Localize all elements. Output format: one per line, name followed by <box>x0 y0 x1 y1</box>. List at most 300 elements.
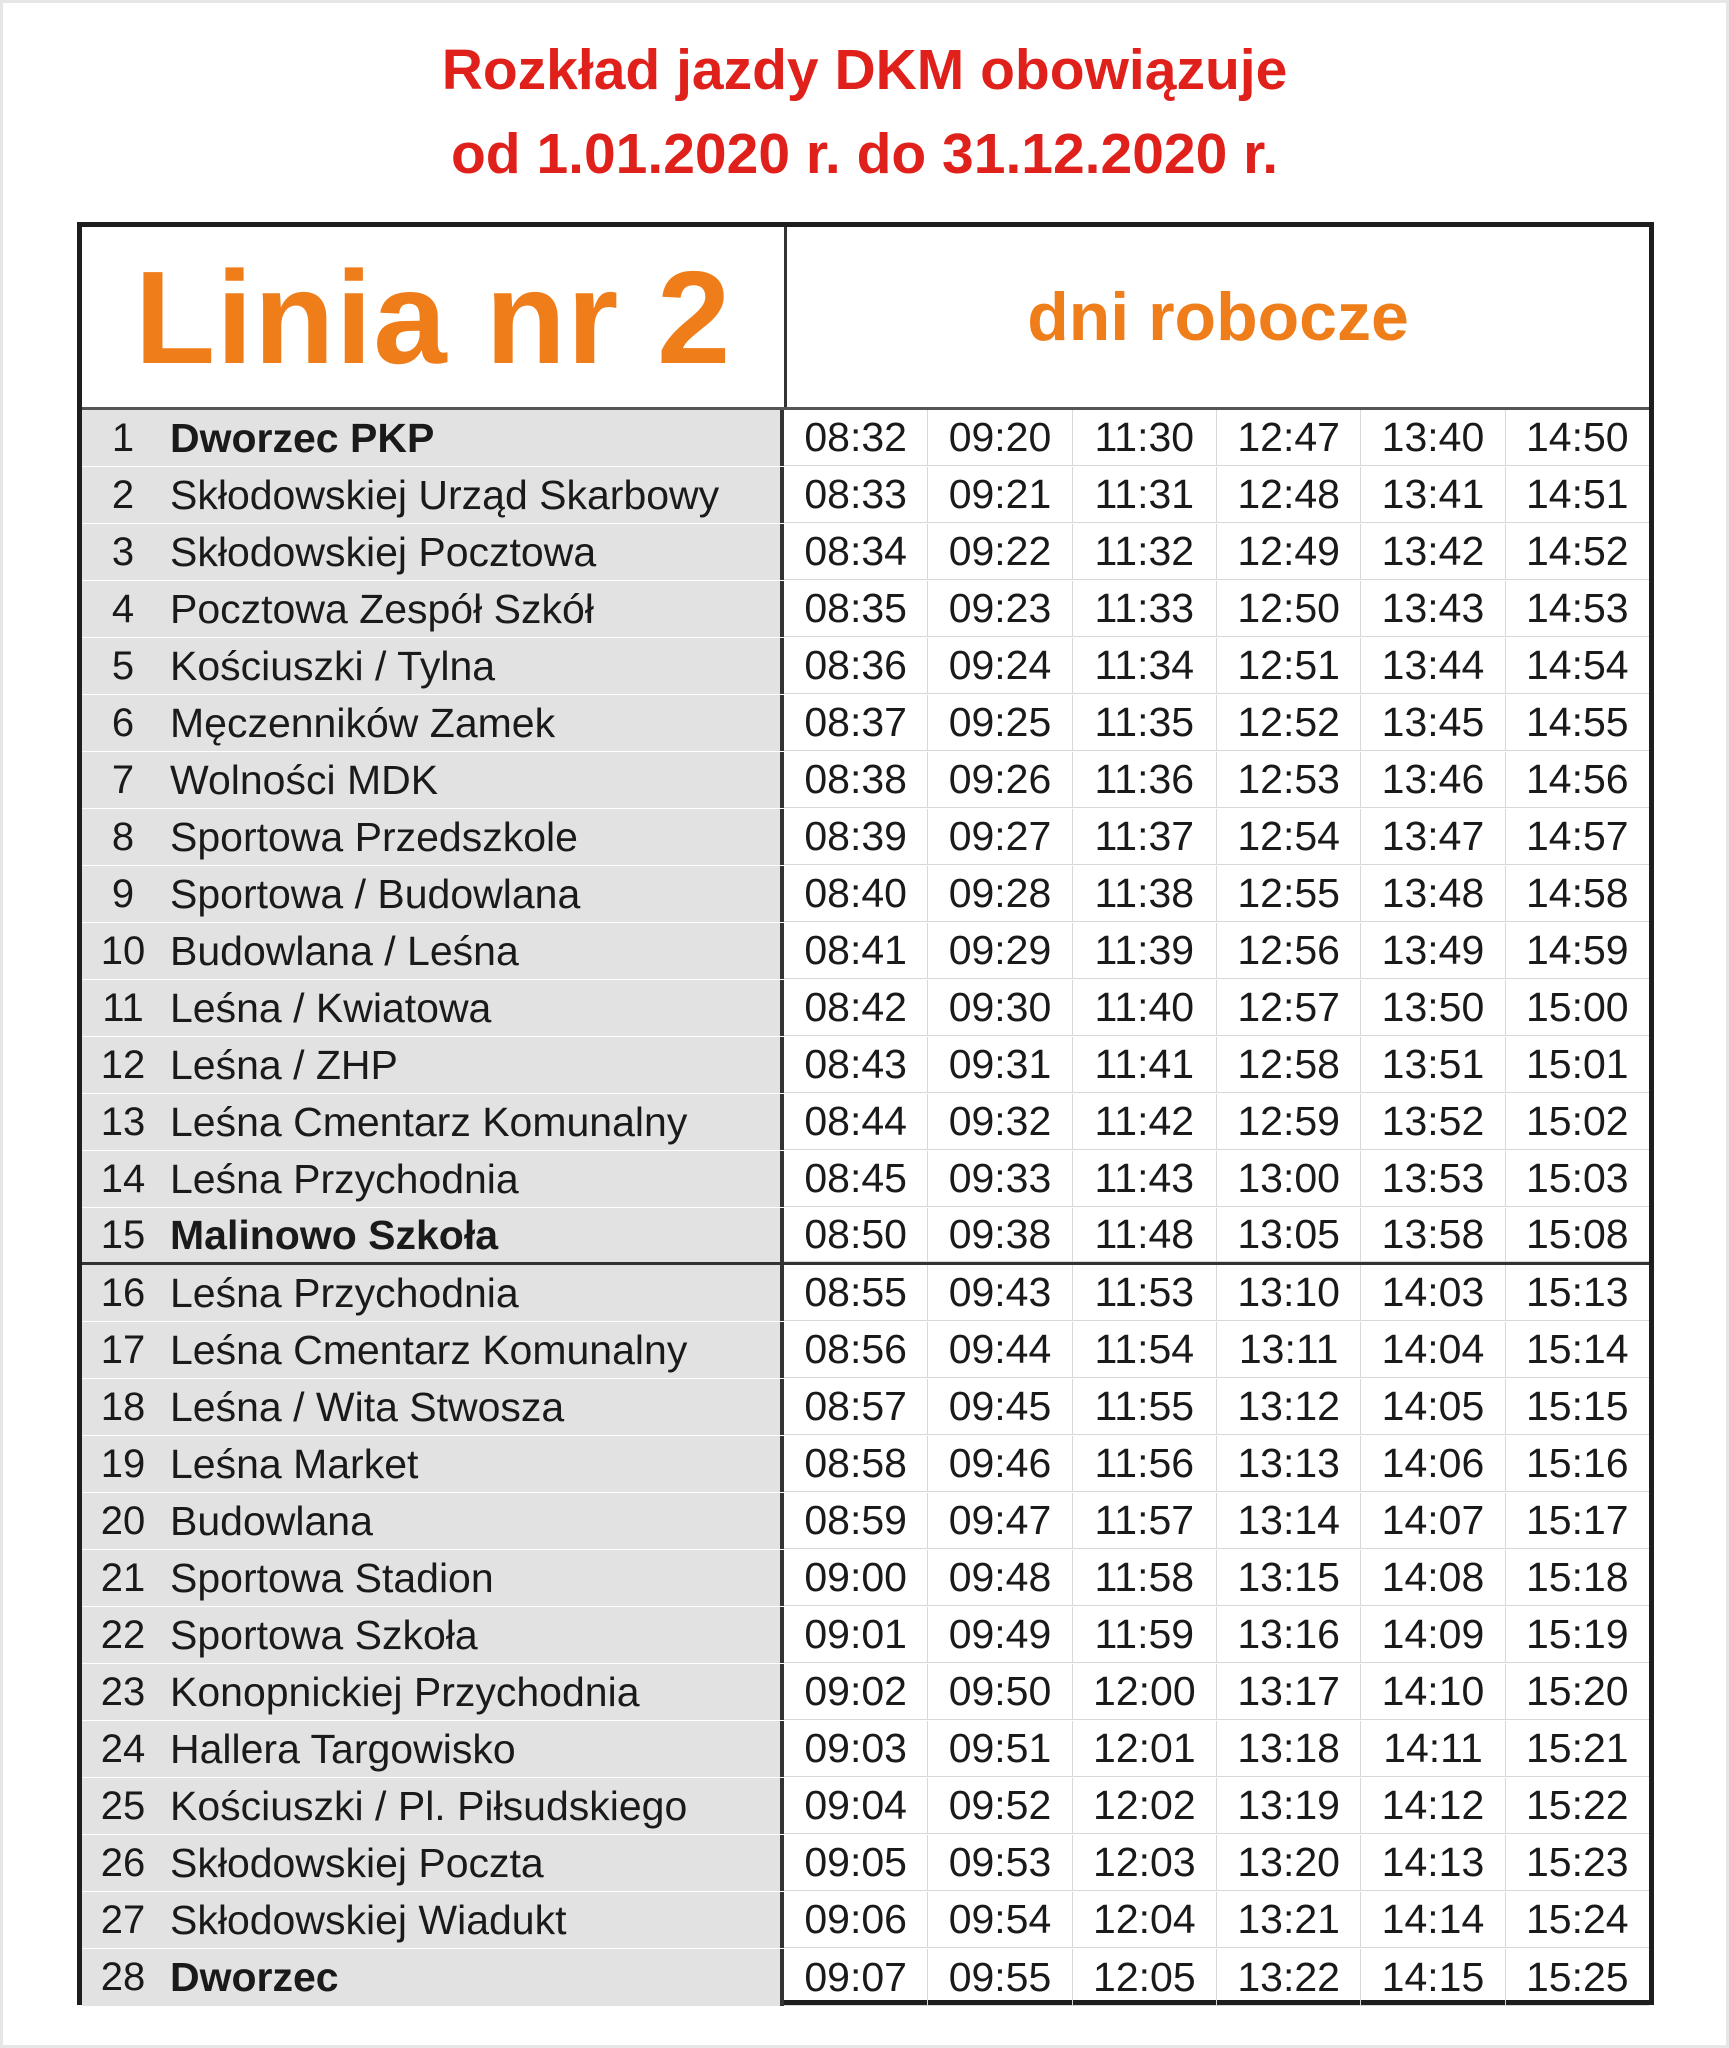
departure-times <box>784 1493 1649 1549</box>
stop-number: 14 <box>100 1156 146 1201</box>
stop-number: 28 <box>100 1955 146 1999</box>
departure-time: 14:54 <box>1506 638 1649 694</box>
table-row <box>82 866 1649 923</box>
departure-time: 15:21 <box>1506 1721 1649 1777</box>
departure-time: 12:55 <box>1217 866 1361 922</box>
table-row <box>82 809 1649 866</box>
departure-time: 15:23 <box>1506 1835 1649 1891</box>
stop-name: Leśna / Kwiatowa <box>170 984 492 1031</box>
stop-cell <box>82 809 784 865</box>
stop-number: 21 <box>100 1555 146 1600</box>
table-row <box>82 1265 1649 1322</box>
stop-cell <box>82 1550 784 1606</box>
departure-time: 11:35 <box>1073 695 1217 751</box>
departure-time: 15:03 <box>1506 1151 1649 1207</box>
stop-number: 27 <box>100 1897 146 1942</box>
departure-time: 13:10 <box>1217 1265 1361 1321</box>
departure-time: 11:34 <box>1073 638 1217 694</box>
departure-time: 08:44 <box>784 1094 928 1150</box>
departure-time: 13:43 <box>1361 581 1505 637</box>
departure-time: 13:18 <box>1217 1721 1361 1777</box>
stop-cell <box>82 695 784 751</box>
stop-cell <box>82 1322 784 1378</box>
departure-times <box>784 1721 1649 1777</box>
departure-time: 08:36 <box>784 638 928 694</box>
departure-times <box>784 980 1649 1036</box>
stop-number: 10 <box>100 928 146 973</box>
departure-times <box>784 1322 1649 1378</box>
departure-time: 09:46 <box>928 1436 1072 1492</box>
departure-time: 08:32 <box>784 410 928 466</box>
table-row <box>82 1436 1649 1493</box>
stop-name: Sportowa / Budowlana <box>170 870 581 917</box>
departure-time: 13:48 <box>1361 866 1505 922</box>
departure-times <box>784 866 1649 922</box>
departure-time: 13:12 <box>1217 1379 1361 1435</box>
departure-time: 09:32 <box>928 1094 1072 1150</box>
departure-time: 12:54 <box>1217 809 1361 865</box>
stop-number: 9 <box>111 871 135 916</box>
stop-number: 25 <box>100 1783 146 1828</box>
departure-time: 15:16 <box>1506 1436 1649 1492</box>
departure-time: 11:43 <box>1073 1151 1217 1207</box>
departure-time: 14:13 <box>1361 1835 1505 1891</box>
departure-time: 09:00 <box>784 1550 928 1606</box>
departure-time: 13:46 <box>1361 752 1505 808</box>
departure-time: 14:10 <box>1361 1664 1505 1720</box>
departure-time: 09:07 <box>784 1949 928 2006</box>
departure-time: 11:42 <box>1073 1094 1217 1150</box>
table-row <box>82 695 1649 752</box>
departure-time: 09:01 <box>784 1607 928 1663</box>
departure-time: 09:30 <box>928 980 1072 1036</box>
departure-time: 09:25 <box>928 695 1072 751</box>
departure-time: 13:58 <box>1361 1208 1505 1262</box>
stop-cell <box>82 1778 784 1834</box>
stop-name: Sportowa Stadion <box>170 1554 494 1601</box>
stop-cell <box>82 410 784 466</box>
departure-time: 13:05 <box>1217 1208 1361 1262</box>
departure-time: 13:42 <box>1361 524 1505 580</box>
stop-cell <box>82 524 784 580</box>
stop-rows <box>82 410 1649 2006</box>
stop-number: 19 <box>100 1441 146 1486</box>
departure-time: 12:48 <box>1217 467 1361 523</box>
table-row <box>82 1664 1649 1721</box>
stop-cell <box>82 638 784 694</box>
stop-cell <box>82 1379 784 1435</box>
departure-time: 09:26 <box>928 752 1072 808</box>
departure-times <box>784 752 1649 808</box>
departure-time: 11:48 <box>1073 1208 1217 1262</box>
departure-time: 13:45 <box>1361 695 1505 751</box>
timetable <box>77 222 1654 2005</box>
departure-time: 09:22 <box>928 524 1072 580</box>
departure-time: 14:53 <box>1506 581 1649 637</box>
departure-times <box>784 695 1649 751</box>
departure-time: 12:05 <box>1073 1949 1217 2006</box>
departure-time: 08:42 <box>784 980 928 1036</box>
departure-time: 13:15 <box>1217 1550 1361 1606</box>
stop-cell <box>82 866 784 922</box>
departure-time: 08:37 <box>784 695 928 751</box>
departure-time: 09:06 <box>784 1892 928 1948</box>
departure-time: 09:04 <box>784 1778 928 1834</box>
table-row <box>82 1835 1649 1892</box>
stop-cell <box>82 1265 784 1321</box>
departure-time: 09:28 <box>928 866 1072 922</box>
departure-time: 12:50 <box>1217 581 1361 637</box>
departure-time: 11:56 <box>1073 1436 1217 1492</box>
departure-time: 11:33 <box>1073 581 1217 637</box>
departure-time: 15:25 <box>1506 1949 1649 2006</box>
departure-time: 09:31 <box>928 1037 1072 1093</box>
departure-time: 13:40 <box>1361 410 1505 466</box>
stop-number: 12 <box>100 1042 146 1087</box>
stop-name: Leśna Przychodnia <box>170 1269 519 1316</box>
departure-time: 15:00 <box>1506 980 1649 1036</box>
departure-times <box>784 1778 1649 1834</box>
stop-number: 24 <box>100 1726 146 1771</box>
stop-cell <box>82 1949 784 2006</box>
departure-times <box>784 1607 1649 1663</box>
stop-name: Leśna / ZHP <box>170 1041 398 1088</box>
departure-times <box>784 638 1649 694</box>
departure-time: 09:44 <box>928 1322 1072 1378</box>
departure-time: 09:51 <box>928 1721 1072 1777</box>
departure-time: 09:02 <box>784 1664 928 1720</box>
departure-time: 09:52 <box>928 1778 1072 1834</box>
departure-times <box>784 809 1649 865</box>
stop-name: Leśna / Wita Stwosza <box>170 1383 565 1430</box>
departure-time: 12:49 <box>1217 524 1361 580</box>
departure-time: 09:53 <box>928 1835 1072 1891</box>
stop-name: Leśna Przychodnia <box>170 1155 519 1202</box>
table-row <box>82 1379 1649 1436</box>
departure-time: 11:53 <box>1073 1265 1217 1321</box>
departure-time: 15:08 <box>1506 1208 1649 1262</box>
departure-time: 14:59 <box>1506 923 1649 979</box>
table-row <box>82 1208 1649 1265</box>
departure-time: 09:38 <box>928 1208 1072 1262</box>
departure-time: 11:37 <box>1073 809 1217 865</box>
departure-times <box>784 1436 1649 1492</box>
stop-cell <box>82 581 784 637</box>
stop-cell <box>82 1835 784 1891</box>
departure-time: 09:47 <box>928 1493 1072 1549</box>
stop-cell <box>82 1094 784 1150</box>
departure-time: 14:14 <box>1361 1892 1505 1948</box>
departure-times <box>784 1208 1649 1262</box>
departure-time: 15:01 <box>1506 1037 1649 1093</box>
departure-time: 11:32 <box>1073 524 1217 580</box>
departure-time: 08:34 <box>784 524 928 580</box>
stop-name: Malinowo Szkoła <box>170 1211 499 1258</box>
table-row <box>82 1151 1649 1208</box>
stop-number: 7 <box>111 757 135 802</box>
stop-number: 18 <box>100 1384 146 1429</box>
departure-time: 14:09 <box>1361 1607 1505 1663</box>
stop-cell <box>82 980 784 1036</box>
stop-number: 5 <box>111 643 135 688</box>
departure-time: 13:52 <box>1361 1094 1505 1150</box>
stop-cell <box>82 1436 784 1492</box>
departure-time: 11:41 <box>1073 1037 1217 1093</box>
stop-cell <box>82 1493 784 1549</box>
departure-time: 08:41 <box>784 923 928 979</box>
departure-time: 12:58 <box>1217 1037 1361 1093</box>
departure-time: 12:01 <box>1073 1721 1217 1777</box>
table-row <box>82 1493 1649 1550</box>
departure-time: 14:55 <box>1506 695 1649 751</box>
departure-time: 13:41 <box>1361 467 1505 523</box>
departure-times <box>784 1094 1649 1150</box>
stop-name: Skłodowskiej Pocztowa <box>170 528 597 575</box>
departure-time: 09:23 <box>928 581 1072 637</box>
departure-time: 08:57 <box>784 1379 928 1435</box>
departure-time: 14:05 <box>1361 1379 1505 1435</box>
stop-name: Wolności MDK <box>170 756 439 803</box>
stop-number: 26 <box>100 1840 146 1885</box>
table-row <box>82 1892 1649 1949</box>
departure-time: 08:39 <box>784 809 928 865</box>
departure-time: 11:59 <box>1073 1607 1217 1663</box>
departure-time: 13:51 <box>1361 1037 1505 1093</box>
departure-time: 15:22 <box>1506 1778 1649 1834</box>
departure-time: 09:27 <box>928 809 1072 865</box>
stop-name: Hallera Targowisko <box>170 1725 516 1772</box>
departure-times <box>784 1550 1649 1606</box>
departure-times <box>784 1835 1649 1891</box>
departure-time: 15:17 <box>1506 1493 1649 1549</box>
stop-number: 1 <box>111 415 135 460</box>
stop-number: 4 <box>111 586 135 631</box>
line-label: Linia nr 2 <box>134 243 732 391</box>
departure-time: 08:56 <box>784 1322 928 1378</box>
table-row <box>82 410 1649 467</box>
departure-time: 14:08 <box>1361 1550 1505 1606</box>
departure-time: 11:30 <box>1073 410 1217 466</box>
departure-time: 14:51 <box>1506 467 1649 523</box>
departure-times <box>784 581 1649 637</box>
table-row <box>82 1094 1649 1151</box>
departure-time: 13:17 <box>1217 1664 1361 1720</box>
departure-time: 13:13 <box>1217 1436 1361 1492</box>
departure-time: 12:53 <box>1217 752 1361 808</box>
departure-time: 15:02 <box>1506 1094 1649 1150</box>
stop-name: Konopnickiej Przychodnia <box>170 1668 640 1715</box>
departure-time: 08:59 <box>784 1493 928 1549</box>
departure-times <box>784 1265 1649 1321</box>
departure-time: 12:04 <box>1073 1892 1217 1948</box>
departure-time: 08:33 <box>784 467 928 523</box>
departure-time: 09:05 <box>784 1835 928 1891</box>
table-row <box>82 1778 1649 1835</box>
stop-name: Dworzec PKP <box>170 414 435 461</box>
departure-times <box>784 923 1649 979</box>
departure-time: 15:18 <box>1506 1550 1649 1606</box>
departure-time: 14:04 <box>1361 1322 1505 1378</box>
departure-time: 11:40 <box>1073 980 1217 1036</box>
stop-name: Skłodowskiej Poczta <box>170 1839 544 1886</box>
departure-time: 11:58 <box>1073 1550 1217 1606</box>
departure-time: 09:21 <box>928 467 1072 523</box>
departure-time: 12:51 <box>1217 638 1361 694</box>
table-row <box>82 980 1649 1037</box>
departure-time: 12:52 <box>1217 695 1361 751</box>
departure-time: 13:11 <box>1217 1322 1361 1378</box>
stop-cell <box>82 1037 784 1093</box>
table-row <box>82 1949 1649 2006</box>
table-row <box>82 923 1649 980</box>
departure-times <box>784 1151 1649 1207</box>
departure-time: 14:15 <box>1361 1949 1505 2006</box>
departure-time: 08:58 <box>784 1436 928 1492</box>
departure-time: 11:38 <box>1073 866 1217 922</box>
departure-time: 12:03 <box>1073 1835 1217 1891</box>
table-row <box>82 1037 1649 1094</box>
stop-name: Skłodowskiej Wiadukt <box>170 1896 567 1943</box>
departure-time: 15:13 <box>1506 1265 1649 1321</box>
departure-time: 08:50 <box>784 1208 928 1262</box>
departure-time: 09:49 <box>928 1607 1072 1663</box>
departure-time: 09:24 <box>928 638 1072 694</box>
departure-time: 09:43 <box>928 1265 1072 1321</box>
stop-cell <box>82 1607 784 1663</box>
departure-time: 09:29 <box>928 923 1072 979</box>
stop-name: Leśna Cmentarz Komunalny <box>170 1326 688 1373</box>
departure-time: 08:43 <box>784 1037 928 1093</box>
departure-time: 13:20 <box>1217 1835 1361 1891</box>
departure-time: 13:44 <box>1361 638 1505 694</box>
stop-cell <box>82 752 784 808</box>
stop-cell <box>82 467 784 523</box>
stop-number: 16 <box>100 1270 146 1315</box>
departure-time: 14:56 <box>1506 752 1649 808</box>
departure-time: 09:50 <box>928 1664 1072 1720</box>
departure-time: 11:36 <box>1073 752 1217 808</box>
departure-time: 14:03 <box>1361 1265 1505 1321</box>
departure-time: 09:33 <box>928 1151 1072 1207</box>
table-row <box>82 1607 1649 1664</box>
table-row <box>82 1721 1649 1778</box>
stop-number: 15 <box>100 1212 146 1257</box>
table-row <box>82 638 1649 695</box>
stop-name: Kościuszki / Tylna <box>170 642 496 689</box>
departure-time: 13:53 <box>1361 1151 1505 1207</box>
stop-number: 13 <box>100 1099 146 1144</box>
table-row <box>82 581 1649 638</box>
departure-times <box>784 524 1649 580</box>
stop-number: 6 <box>111 700 135 745</box>
stop-name: Pocztowa Zespół Szkół <box>170 585 594 632</box>
day-type-label: dni robocze <box>1027 279 1409 355</box>
departure-times <box>784 1892 1649 1948</box>
stop-number: 23 <box>100 1669 146 1714</box>
validity-title-line2: od 1.01.2020 r. do 31.12.2020 r. <box>450 122 1279 186</box>
departure-time: 14:50 <box>1506 410 1649 466</box>
stop-name: Leśna Market <box>170 1440 419 1487</box>
stop-name: Budowlana / Leśna <box>170 927 519 974</box>
departure-time: 15:15 <box>1506 1379 1649 1435</box>
departure-time: 11:39 <box>1073 923 1217 979</box>
departure-times <box>784 1037 1649 1093</box>
departure-time: 12:56 <box>1217 923 1361 979</box>
departure-time: 14:11 <box>1361 1721 1505 1777</box>
departure-time: 14:06 <box>1361 1436 1505 1492</box>
stop-number: 22 <box>100 1612 146 1657</box>
departure-time: 09:03 <box>784 1721 928 1777</box>
departure-time: 12:59 <box>1217 1094 1361 1150</box>
departure-times <box>784 467 1649 523</box>
departure-time: 13:16 <box>1217 1607 1361 1663</box>
stop-cell <box>82 1151 784 1207</box>
departure-time: 09:54 <box>928 1892 1072 1948</box>
departure-time: 13:22 <box>1217 1949 1361 2006</box>
departure-time: 08:35 <box>784 581 928 637</box>
table-row <box>82 524 1649 581</box>
departure-times <box>784 1664 1649 1720</box>
departure-time: 13:50 <box>1361 980 1505 1036</box>
table-row <box>82 1322 1649 1379</box>
validity-title-line1: Rozkład jazdy DKM obowiązuje <box>441 38 1288 102</box>
stop-number: 20 <box>100 1498 146 1543</box>
stop-name: Męczenników Zamek <box>170 699 556 746</box>
departure-time: 08:40 <box>784 866 928 922</box>
stop-name: Leśna Cmentarz Komunalny <box>170 1098 688 1145</box>
departure-time: 15:20 <box>1506 1664 1649 1720</box>
departure-time: 13:00 <box>1217 1151 1361 1207</box>
stop-number: 8 <box>111 814 135 859</box>
departure-time: 12:47 <box>1217 410 1361 466</box>
departure-time: 09:20 <box>928 410 1072 466</box>
stop-cell <box>82 923 784 979</box>
departure-time: 14:12 <box>1361 1778 1505 1834</box>
stop-number: 17 <box>100 1327 146 1372</box>
stop-name: Budowlana <box>170 1497 373 1544</box>
departure-time: 12:00 <box>1073 1664 1217 1720</box>
departure-times <box>784 1379 1649 1435</box>
departure-time: 08:45 <box>784 1151 928 1207</box>
table-row <box>82 1550 1649 1607</box>
departure-time: 09:48 <box>928 1550 1072 1606</box>
departure-time: 14:58 <box>1506 866 1649 922</box>
stop-name: Kościuszki / Pl. Piłsudskiego <box>170 1782 688 1829</box>
departure-times <box>784 1949 1649 2006</box>
departure-time: 13:49 <box>1361 923 1505 979</box>
departure-time: 15:19 <box>1506 1607 1649 1663</box>
stop-number: 11 <box>102 985 144 1030</box>
stop-name: Dworzec <box>170 1954 339 2000</box>
departure-time: 11:54 <box>1073 1322 1217 1378</box>
departure-time: 14:07 <box>1361 1493 1505 1549</box>
departure-time: 13:19 <box>1217 1778 1361 1834</box>
departure-time: 15:24 <box>1506 1892 1649 1948</box>
stop-cell <box>82 1721 784 1777</box>
departure-time: 11:55 <box>1073 1379 1217 1435</box>
stop-name: Skłodowskiej Urząd Skarbowy <box>170 471 720 518</box>
departure-times <box>784 410 1649 466</box>
departure-time: 11:57 <box>1073 1493 1217 1549</box>
departure-time: 15:14 <box>1506 1322 1649 1378</box>
table-row <box>82 752 1649 809</box>
departure-time: 09:55 <box>928 1949 1072 2006</box>
departure-time: 09:45 <box>928 1379 1072 1435</box>
departure-time: 12:02 <box>1073 1778 1217 1834</box>
departure-time: 14:52 <box>1506 524 1649 580</box>
table-row <box>82 467 1649 524</box>
stop-cell <box>82 1208 784 1262</box>
